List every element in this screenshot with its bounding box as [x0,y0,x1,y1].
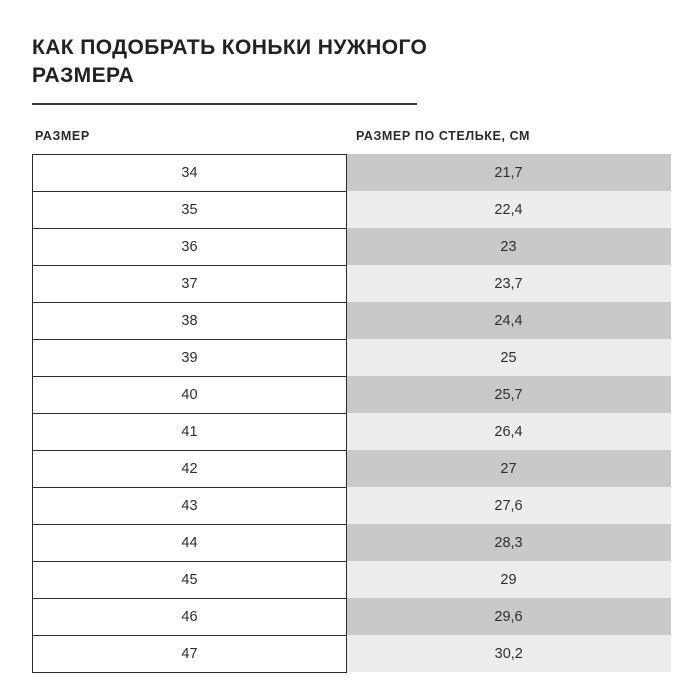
cell-insole: 29,6 [347,598,671,635]
cell-insole: 25,7 [347,376,671,413]
cell-size: 39 [33,339,347,376]
size-table-body [33,154,671,672]
cell-size: 40 [33,376,347,413]
cell-insole: 27 [347,450,671,487]
cell-size: 36 [33,228,347,265]
column-header-size: РАЗМЕР [35,128,90,143]
cell-size: 47 [33,635,347,672]
title-divider [32,103,417,105]
page-title: КАК ПОДОБРАТЬ КОНЬКИ НУЖНОГО РАЗМЕРА [32,36,428,88]
cell-insole: 23,7 [347,265,671,302]
table-row [33,191,671,228]
cell-insole: 27,6 [347,487,671,524]
cell-size: 35 [33,191,347,228]
cell-insole: 30,2 [347,635,671,672]
cell-size: 45 [33,561,347,598]
cell-size: 38 [33,302,347,339]
cell-insole: 21,7 [347,154,671,191]
cell-insole: 28,3 [347,524,671,561]
table-row [33,487,671,524]
table-row [33,450,671,487]
cell-insole: 26,4 [347,413,671,450]
table-row [33,339,671,376]
cell-size: 34 [33,154,347,191]
table-row [33,265,671,302]
column-headers [32,129,668,143]
cell-size: 37 [33,265,347,302]
table-row [33,376,671,413]
table-row [33,561,671,598]
table-row [33,524,671,561]
table-row [33,154,671,191]
cell-size: 46 [33,598,347,635]
size-table [32,154,671,673]
cell-insole: 22,4 [347,191,671,228]
table-row [33,228,671,265]
cell-size: 41 [33,413,347,450]
table-row [33,302,671,339]
cell-size: 42 [33,450,347,487]
cell-insole: 25 [347,339,671,376]
cell-insole: 29 [347,561,671,598]
column-header-insole: РАЗМЕР ПО СТЕЛЬКЕ, СМ [356,128,531,143]
cell-insole: 24,4 [347,302,671,339]
cell-size: 43 [33,487,347,524]
table-row [33,413,671,450]
cell-insole: 23 [347,228,671,265]
cell-size: 44 [33,524,347,561]
table-row [33,635,671,672]
table-row [33,598,671,635]
